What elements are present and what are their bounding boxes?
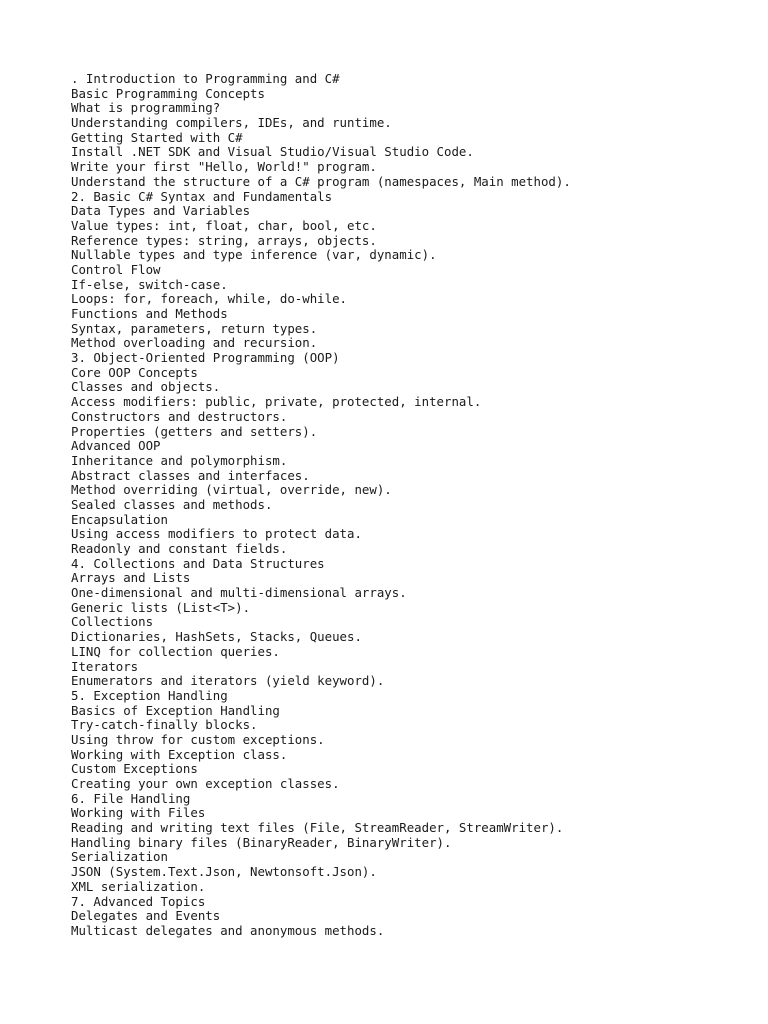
text-line: LINQ for collection queries. — [71, 643, 280, 659]
text-line: Abstract classes and interfaces. — [71, 467, 310, 483]
text-line: Loops: for, foreach, while, do-while. — [71, 291, 348, 307]
text-line: Core OOP Concepts — [71, 364, 198, 380]
text-line: Constructors and destructors. — [71, 408, 288, 424]
text-line: Classes and objects. — [71, 379, 221, 395]
text-line: If-else, switch-case. — [71, 276, 228, 292]
text-line: Access modifiers: public, private, protected, internal. — [71, 394, 482, 410]
text-line: Method overloading and recursion. — [71, 335, 318, 351]
text-line: Arrays and Lists — [71, 570, 191, 586]
text-line: Custom Exceptions — [71, 761, 198, 777]
text-line: 5. Exception Handling — [71, 687, 228, 703]
text-line: Syntax, parameters, return types. — [71, 320, 318, 336]
text-line: Value types: int, float, char, bool, etc. — [71, 217, 377, 233]
text-line: Properties (getters and setters). — [71, 423, 318, 439]
text-line: Using access modifiers to protect data. — [71, 526, 362, 542]
text-line: Delegates and Events — [71, 908, 221, 924]
text-line: 7. Advanced Topics — [71, 893, 206, 909]
text-line: Basics of Exception Handling — [71, 702, 280, 718]
text-line: 3. Object-Oriented Programming (OOP) — [71, 350, 340, 366]
text-line: Sealed classes and methods. — [71, 496, 273, 512]
text-line: Getting Started with C# — [71, 129, 243, 145]
text-line: Generic lists (List<T>). — [71, 599, 251, 615]
text-line: Serialization — [71, 849, 168, 865]
text-line: Advanced OOP — [71, 438, 161, 454]
text-line: Inheritance and polymorphism. — [71, 452, 288, 468]
text-line: JSON (System.Text.Json, Newtonsoft.Json). — [71, 864, 377, 880]
text-line: One-dimensional and multi-dimensional arrays. — [71, 585, 407, 601]
text-line: Working with Exception class. — [71, 746, 288, 762]
text-line: Method overriding (virtual, override, new). — [71, 482, 392, 498]
text-line: Using throw for custom exceptions. — [71, 731, 325, 747]
document-page — [71, 72, 748, 939]
text-line: Handling binary files (BinaryReader, BinaryWriter). — [71, 834, 452, 850]
text-line: Iterators — [71, 658, 139, 674]
text-line: Functions and Methods — [71, 306, 228, 321]
text-line: Collections — [71, 614, 154, 630]
text-line: Encapsulation — [71, 511, 168, 527]
text-line: Readonly and constant fields. — [71, 541, 288, 556]
text-line: Write your first "Hello, World!" program. — [71, 159, 377, 175]
text-line: Basic Programming Concepts — [71, 85, 265, 101]
text-line: What is programming? — [71, 100, 221, 116]
text-line: Try-catch-finally blocks. — [71, 717, 258, 733]
text-line: Working with Files — [71, 805, 206, 821]
text-line: Control Flow — [71, 261, 161, 277]
text-line: 6. File Handling — [71, 790, 191, 806]
text-line: 2. Basic C# Syntax and Fundamentals — [71, 188, 333, 204]
text-line: 4. Collections and Data Structures — [71, 555, 325, 571]
text-line: Understand the structure of a C# program (namespaces, Main method). — [71, 173, 571, 189]
text-line: Dictionaries, HashSets, Stacks, Queues. — [71, 629, 362, 645]
text-line: . Introduction to Programming and C# — [71, 71, 340, 86]
text-line: Nullable types and type inference (var, dynamic). — [71, 247, 437, 263]
text-line: XML serialization. — [71, 878, 206, 894]
text-line: Reference types: string, arrays, objects. — [71, 232, 377, 248]
text-line: Creating your own exception classes. — [71, 776, 340, 791]
text-line: Multicast delegates and anonymous methods. — [71, 922, 385, 938]
text-line: Install .NET SDK and Visual Studio/Visual Studio Code. — [71, 144, 474, 160]
text-line: Reading and writing text files (File, StreamReader, StreamWriter). — [71, 820, 564, 836]
text-line: Data Types and Variables — [71, 203, 251, 219]
text-line: Enumerators and iterators (yield keyword). — [71, 673, 385, 689]
text-line: Understanding compilers, IDEs, and runtime. — [71, 115, 392, 131]
